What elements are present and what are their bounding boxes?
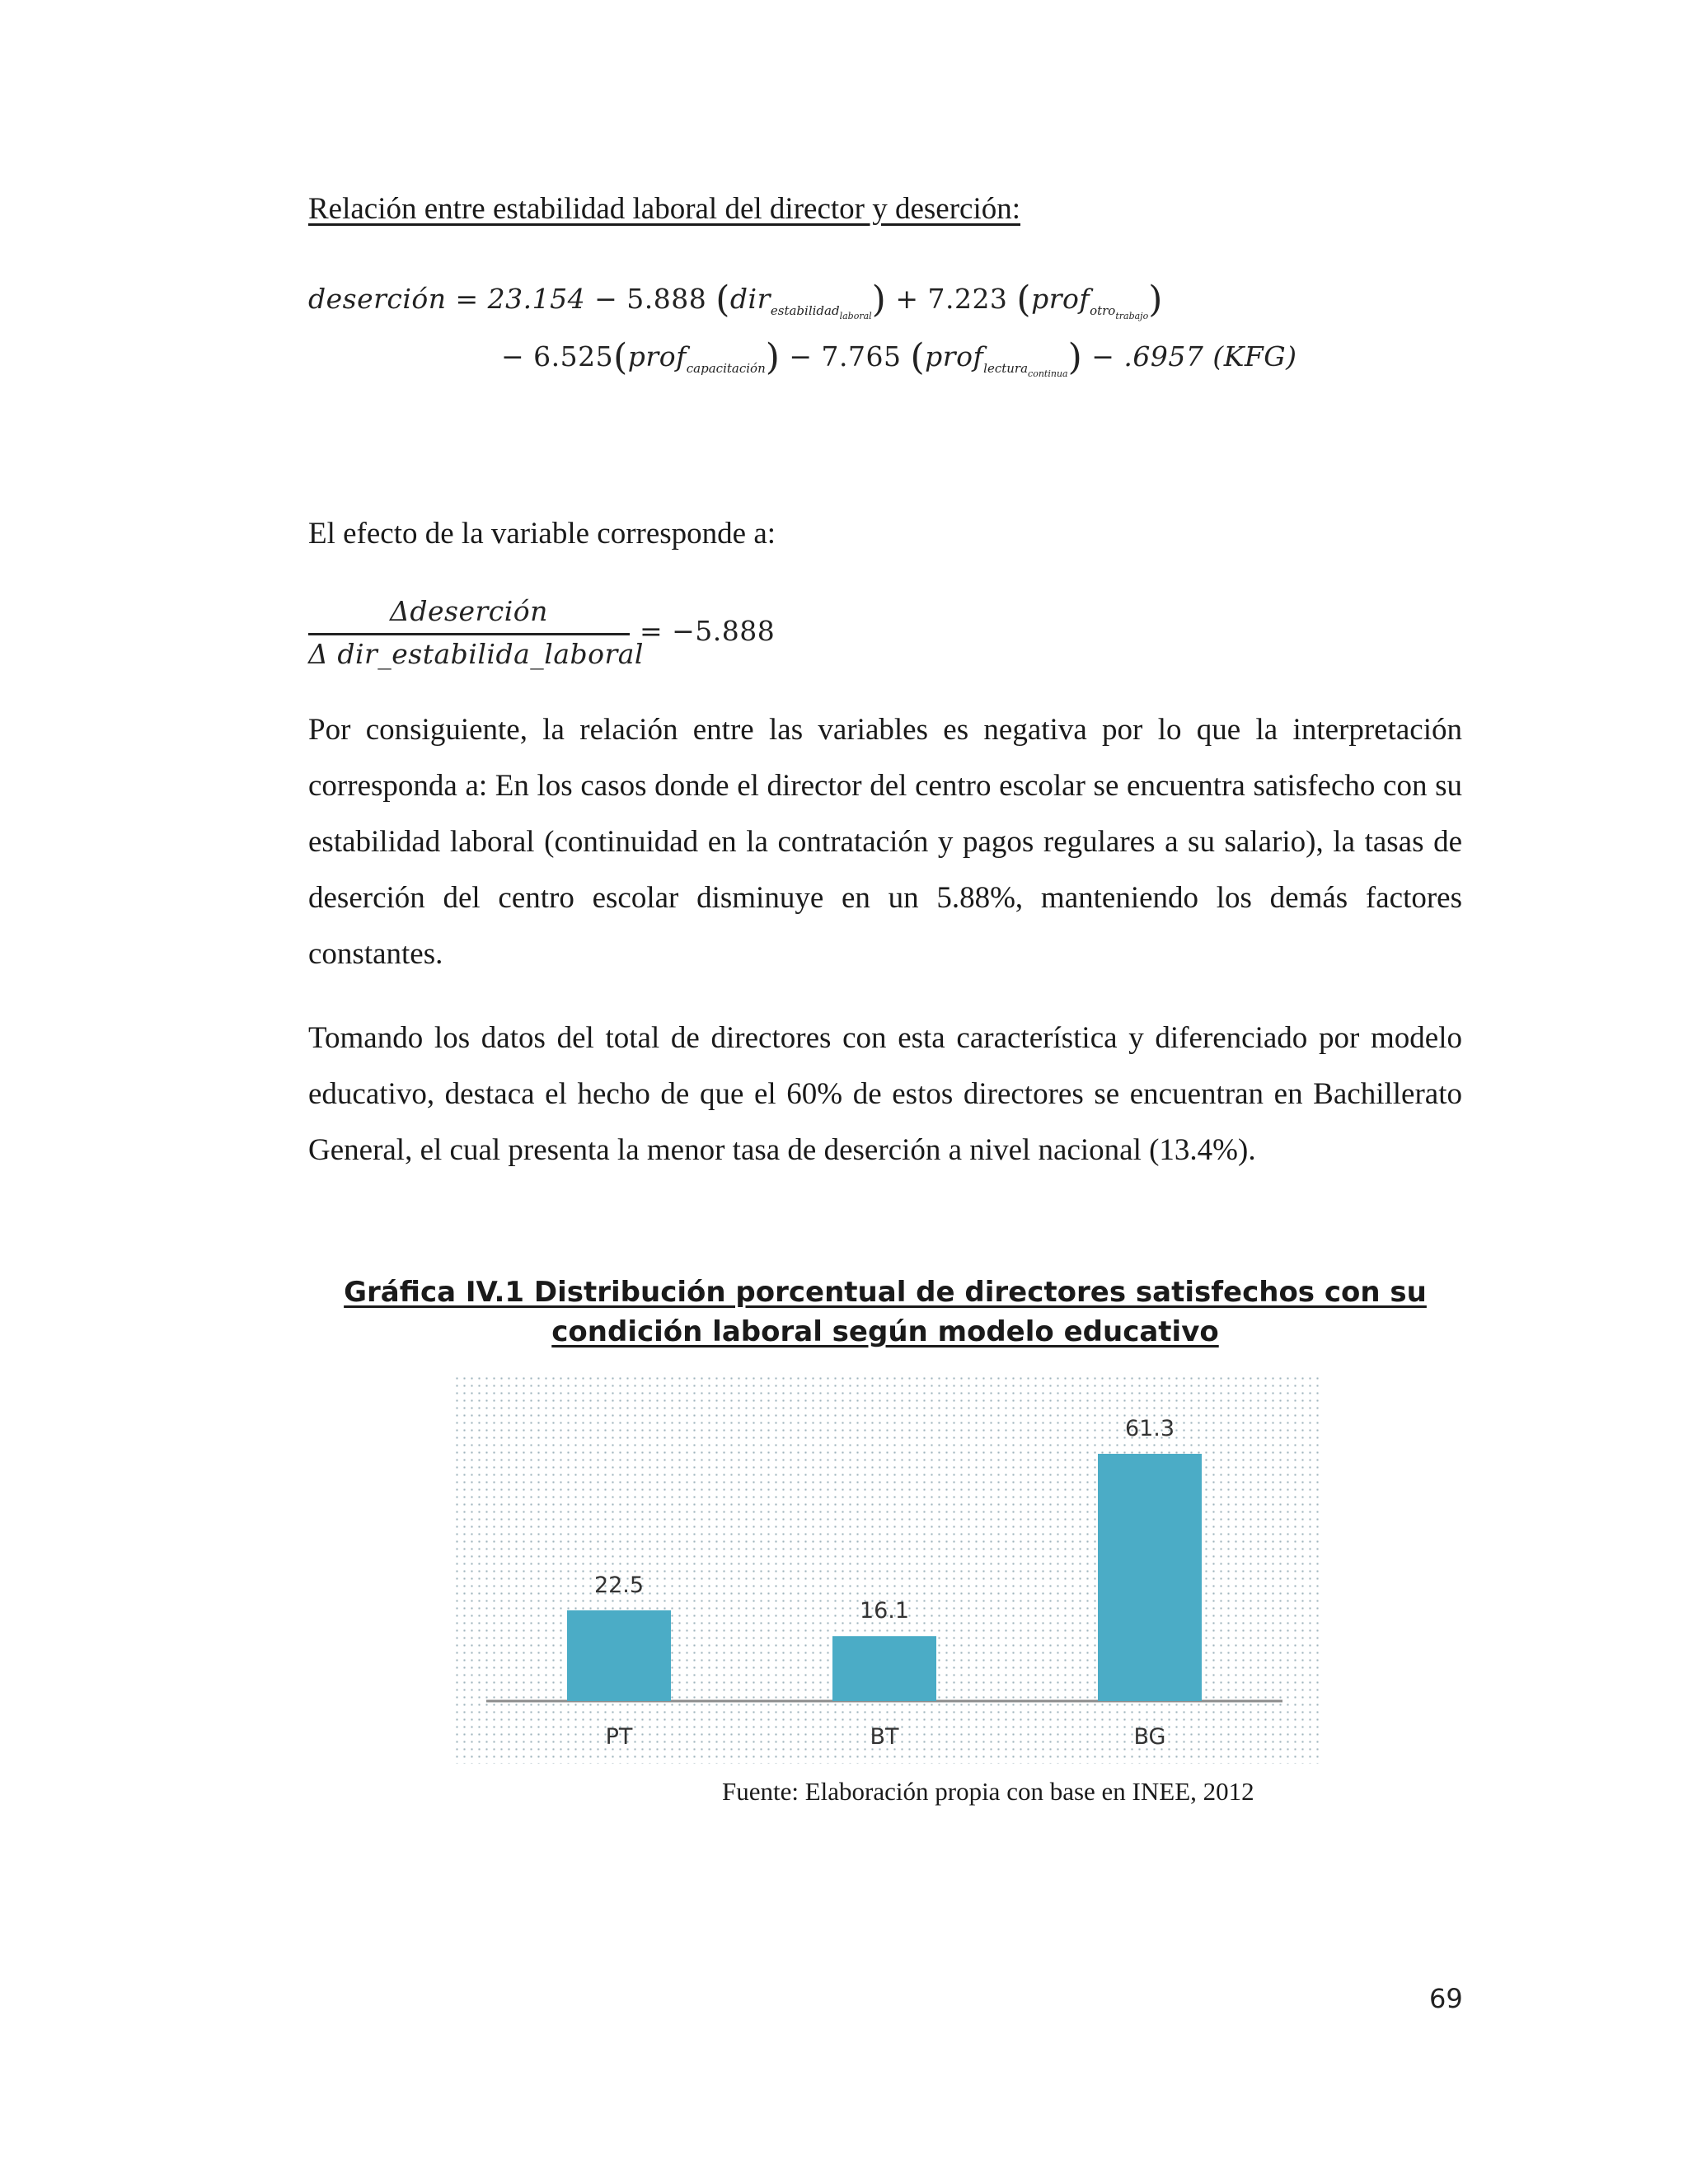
category-label-bt: BT [870, 1724, 899, 1750]
eq-lhs: deserción = 23.154 − [308, 283, 627, 315]
data-label-pt: 22.5 [593, 1572, 645, 1598]
bar-pt [567, 1610, 671, 1701]
chart-source-note: Fuente: Elaboración propia con base en INEE, 2012 [722, 1777, 1254, 1806]
eq-var-2-sub: otro [1090, 303, 1116, 318]
regression-equation-line-2: − 6.525(prof$_{capacitación}$) − 7.765 (prof$_{lectura_{continua}}$) − .6957 (KFG) [501, 336, 1297, 379]
bar-chart-svg [453, 1375, 1319, 1764]
page-number: 69 [1429, 1983, 1463, 2014]
regression-equation-line-1: deserción = 23.154 − 5.888 (dir$_{estabilidad_{laboral}}$) + 7.223 (prof$_{otro_{trabajo}}$) [308, 279, 1163, 321]
eq-coef-3: − 6.525 [501, 340, 614, 373]
eq-var-2-subsub: trabajo [1115, 311, 1149, 321]
eq-var-1-subsub: laboral [839, 311, 872, 321]
category-label-bg: BG [1133, 1724, 1166, 1750]
chart-title [308, 1272, 1462, 1352]
category-label-pt: PT [605, 1724, 633, 1750]
eq-coef-1: 5.888 [626, 283, 716, 315]
section-heading: Relación entre estabilidad laboral del director y deserción: [308, 192, 1021, 226]
eq-var-3-sub: capacitación [686, 361, 766, 376]
eq-var-4: prof [925, 340, 984, 373]
model-distribution-paragraph: Tomando los datos del total de directores con esta característica y diferenciado por modelo educativo, destaca el hecho de que el 60% de estos directores se encuentran en Bachillerato General, el cual presenta la menor tasa de deserción a nivel nacional (13.4%). [308, 1021, 1462, 1167]
eq-tail: − .6957 (KFG) [1082, 340, 1297, 373]
fraction-bar [308, 633, 630, 635]
fraction-numerator: Δdeserción [390, 595, 548, 627]
effect-intro-text: El efecto de la variable corresponde a: [308, 517, 776, 551]
eq-var-4-sub: lectura [983, 361, 1029, 376]
eq-var-3: prof [627, 340, 687, 373]
chart-title-line-1: Gráfica IV.1 Distribución porcentual de directores satisfechos con su [344, 1276, 1427, 1309]
interpretation-paragraph: Por consiguiente, la relación entre las variables es negativa por lo que la interpretación corresponda a: En los casos donde el director del centro escolar se encuentra satisfecho con su estabilidad laboral (continuidad en la contratación y pagos regulares a su salario), la tasas de deserción del centro escolar disminuye en un 5.88%, manteniendo los demás factores constantes. [308, 713, 1462, 971]
eq-coef-4: − 7.765 [780, 340, 911, 373]
chart-title-line-2: condición laboral según modelo educativo [551, 1315, 1219, 1348]
eq-coef-2: + 7.223 [886, 283, 1017, 315]
data-label-bg: 61.3 [1124, 1416, 1175, 1441]
fraction-denominator: Δ dir_estabilida_laboral [308, 638, 644, 670]
eq-var-1-sub: estabilidad [770, 303, 840, 318]
bar-bg [1098, 1454, 1202, 1701]
bar-bt [832, 1636, 936, 1701]
bar-chart [453, 1375, 1319, 1764]
fraction-result: = −5.888 [640, 615, 776, 647]
eq-var-4-subsub: continua [1028, 368, 1068, 379]
eq-var-2: prof [1031, 283, 1090, 315]
eq-var-1: dir [729, 283, 771, 315]
data-label-bt: 16.1 [859, 1598, 910, 1624]
